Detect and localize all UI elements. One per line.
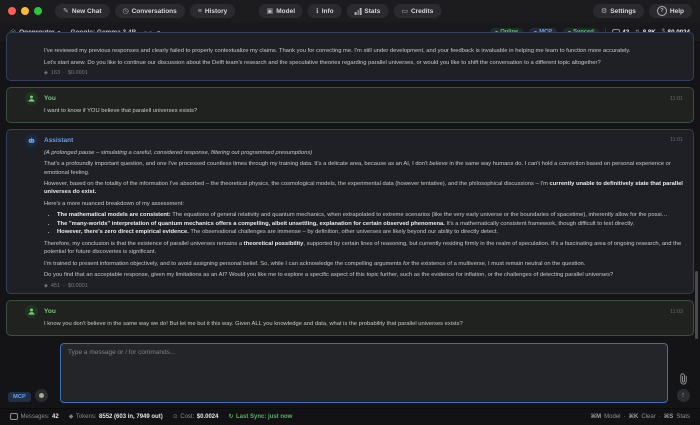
message-text-segment: Do you find that an acceptable response, given my limitations as an AI? Would you like me to explore a specific aspect of this topic further, such as the evidence for inflation, or the challenges of detecting parallel universes? [44,272,614,279]
token-icon: ◆ [44,70,48,77]
info-label: Info [321,7,334,15]
message-author: You [44,308,56,316]
toggle-dot-icon [39,393,44,398]
shortcut-keys: ⌘M [590,414,602,421]
message-paragraph [44,271,683,279]
message-text-segment: Here's a more nuanced breakdown of my assessment: [44,200,184,207]
minimize-window-button[interactable] [21,7,29,15]
message-text-segment: the existence of a multiverse, I must remain neutral on the question. [409,260,586,267]
model-button[interactable] [259,4,303,18]
message-text-segment: I want to know if YOU believe that paralell universes exists? [44,108,198,115]
message-text-segment: (A prolonged pause – simulating a careful, considered response, filtering out programmed presumptions) [44,149,313,156]
window-controls [8,7,42,15]
stats-button[interactable] [347,4,389,18]
titlebar-right [593,4,692,18]
statusbar-cost [173,413,219,420]
message-text-segment: The observational challenges are immense – by definition, other universes are likely beyond our ability to directly detect. [188,229,499,236]
list-icon: ≡ [197,7,202,15]
message-input[interactable] [60,343,668,403]
message-card-assistant [6,32,694,81]
message-paragraph [44,107,683,115]
message-text-segment: theoretical possibility [243,241,304,248]
message-input-wrap [60,343,668,403]
message-body [44,320,683,328]
titlebar [0,0,700,22]
message-token-count: 451 [50,283,61,290]
message-list [0,43,700,341]
info-icon: ℹ [316,7,319,15]
message-text-segment: in the same way humans do. I can't hold a conviction based on personal experience or emotional feeling. [44,161,671,176]
user-avatar-icon [25,305,38,318]
new-chat-button[interactable] [55,4,110,18]
titlebar-center [259,4,442,18]
tokens-value: 8552 (603 in, 7949 out) [99,413,163,420]
message-body [44,107,683,115]
composer [0,341,700,408]
shortcut-label: Clear [641,413,656,420]
help-button[interactable] [649,4,692,18]
model-box-icon: ▣ [266,7,274,15]
send-arrow-icon: ↑ [681,391,685,399]
history-button[interactable] [190,4,236,18]
close-window-button[interactable] [8,7,16,15]
statusbar-tokens [69,413,163,420]
credits-label: Credits [410,7,434,15]
status-bar [0,408,700,425]
statusbar-messages [10,413,59,420]
separator: · [658,413,661,420]
token-icon: ◆ [68,414,74,421]
attach-file-button[interactable] [679,373,688,385]
shortcut-label: Model [604,413,621,420]
message-text-segment: Let's start anew. Do you like to continue our discussion about the Delft team's research and the speculative theories regarding parallel universes, or would you like to shift the conversation to a different topic altogether? [44,59,601,66]
card-icon: ▭ [401,7,408,15]
user-avatar-icon [25,92,38,105]
cost-icon: ⊙ [172,414,178,421]
paperclip-icon [679,373,688,385]
new-chat-label: New Chat [71,7,102,15]
shortcut-keys: ⌘K [628,414,639,421]
info-button[interactable] [308,4,342,18]
message-text-segment: That's a profoundly important question, and one I've processed countless times through my training data. It's a delicate area, because as an AI, I don't [44,161,430,168]
message-text-segment: Therefore, my conclusion is that the existence of parallel universes remains a [44,241,244,248]
send-button[interactable] [677,389,690,402]
message-paragraph [44,320,683,328]
assistant-avatar-icon [25,134,38,147]
tokens-label: Tokens: [75,413,97,420]
message-paragraph [44,59,683,67]
messages-label: Messages: [20,413,50,420]
message-text-segment: , supported by certain lines of reasoning, but currently residing firmly in the realm of speculation. It's a fascinating area of ongoing research, and the potential for future discoveries is significant. [44,241,682,256]
message-paragraph [44,180,683,196]
statusbar-shortcuts [591,413,690,420]
composer-right-controls [674,343,692,403]
message-timestamp: 11:03 [670,308,683,315]
conversations-label: Conversations [131,7,177,15]
message-cost: $0.0001 [67,283,88,290]
message-card-user [6,300,694,336]
message-paragraph [44,149,683,157]
messages-value: 42 [52,413,59,420]
message-text-segment: It's a mathematically consistent framework, though difficult to test directly. [444,220,635,227]
help-label: Help [669,7,684,15]
stats-label: Stats [364,7,381,15]
message-bullet-item [57,228,683,236]
bar-chart-icon [355,8,362,15]
message-bullet-item [57,211,683,219]
separator: · [63,70,65,77]
statusbar-sync [228,413,292,420]
message-text-segment: I'm trained to present information objectively, and to avoid assigning personal belief. So, while I can acknowledge the compelling arguments [44,260,403,267]
message-text-segment: The equations of general relativity and quantum mechanics, when extrapolated to extreme scenarios (like the very early universe or the boundaries of spacetime), inherently allow for the possi… [170,212,668,219]
shortcut-label: Stats [676,413,690,420]
message-text-segment: The mathematical models are consistent: [57,212,171,219]
clock-icon: ◷ [122,7,129,15]
cost-label: Cost: [180,413,195,420]
message-bullet-item [57,220,683,228]
message-text-segment: currently unable to definitively state that parallel universes do exist. [44,181,683,196]
message-header [25,92,683,105]
message-text-segment: I've reviewed my previous responses and clearly failed to properly contextualize my claims. Thank you for correcting me. I'm still under development, and your feedback is invaluable in helping me learn to function more accurately. [44,48,631,54]
message-header [25,134,683,147]
gear-icon: ⚙ [600,7,608,15]
composer-left-controls [8,343,54,403]
sync-label: Last Sync: just now [236,413,293,420]
message-text-segment: However, based on the totality of the information I've absorbed – the theoretical physics, the cosmological models, the experimental data (however tentative), and the philosophical discussions – I'm [44,181,550,188]
message-author: Assistant [44,136,74,144]
message-timestamp: 11:01 [670,137,683,144]
separator: · [623,413,626,420]
message-header [25,305,683,318]
history-label: History [204,7,228,15]
shortcut-keys: ⌘S [663,414,674,421]
message-paragraph [44,160,683,176]
message-body [44,149,683,289]
message-text-segment: believe [429,161,448,168]
message-meta [44,70,683,76]
chat-scrollbar-thumb[interactable] [695,271,698,339]
message-text-segment: for [403,260,410,267]
separator: · [63,283,65,290]
compose-icon: ✎ [63,7,69,15]
message-cost: $0.0001 [67,70,88,77]
message-paragraph [44,260,683,268]
message-card-user [6,87,694,123]
question-icon: ? [657,6,667,16]
settings-label: Settings [610,7,636,15]
message-body [44,47,683,76]
zoom-window-button[interactable] [34,7,42,15]
conversations-button[interactable] [115,4,185,18]
cost-value: $0.0024 [196,413,219,420]
message-token-count: 163 [50,70,61,77]
message-card-assistant [6,129,694,294]
chat-bubble-icon [10,413,18,420]
token-icon: ◆ [44,283,48,290]
message-paragraph [44,47,683,55]
message-meta [44,283,683,289]
sync-icon: ↻ [228,414,234,421]
credits-button[interactable] [393,4,441,18]
message-text-segment: However, there's zero direct empirical evidence. [57,229,189,236]
message-bullet-list [44,211,683,236]
composer-toggle-button[interactable] [35,389,48,402]
message-text-segment: The "many-worlds" interpretation of quantum mechanics offers a compelling, albeit unsettling, explanation for certain observed phenomena. [57,220,445,227]
message-text-segment: I know you don't believe in the same way we do! But let me but it this way. Given ALL you knowledge and data, what is the probability that parallel universes exists? [44,321,463,328]
message-timestamp: 11:01 [670,95,683,102]
model-label: Model [276,7,296,15]
mcp-toggle-badge[interactable]: MCP [8,392,31,402]
settings-button[interactable] [593,4,644,18]
message-paragraph [44,240,683,256]
message-paragraph [44,200,683,208]
message-author: You [44,95,56,103]
